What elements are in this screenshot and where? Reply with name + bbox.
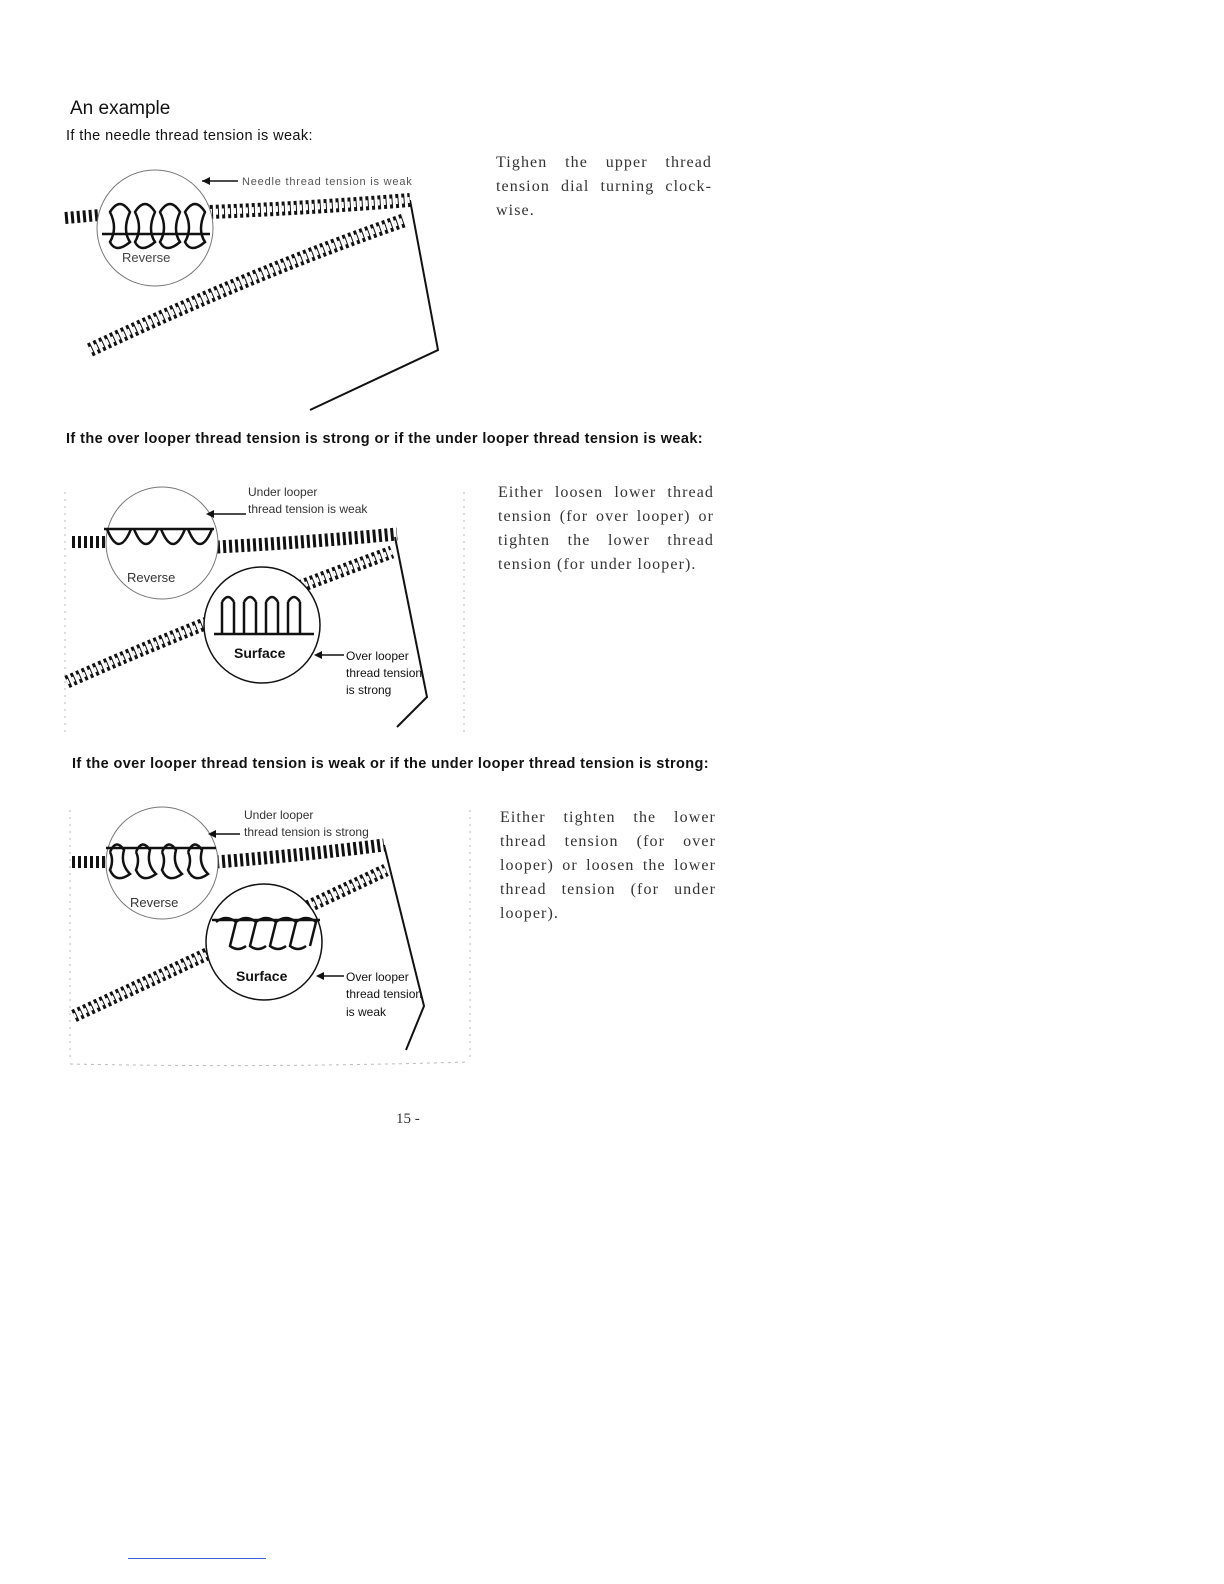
instruction-over-strong: Either loosen lower thread tension (for over looper) or tighten the lower thread tension (for under looper). <box>498 484 714 573</box>
label-surface: Surface <box>234 645 286 661</box>
callout-under-looper: Under looper <box>248 485 318 499</box>
figure-over-weak <box>66 800 474 1072</box>
figure-over-strong <box>62 482 467 747</box>
section-heading-needle-weak: If the needle thread tension is weak: <box>66 128 313 144</box>
footer-rule <box>128 1558 266 1559</box>
callout-under-looper-tension: thread tension is strong <box>244 825 369 839</box>
callout-over-looper-state: is strong <box>346 683 392 697</box>
section-heading-over-weak: If the over looper thread tension is weak or if the under looper thread tension is strong: <box>72 756 710 772</box>
callout-over-looper-tension: thread tension <box>346 987 423 1001</box>
section-heading-over-strong: If the over looper thread tension is strong or if the under looper thread tension is weak: <box>66 431 704 447</box>
callout-over-looper-tension: thread tension <box>346 666 423 680</box>
label-reverse: Reverse <box>122 250 171 265</box>
callout-under-looper-tension: thread tension is weak <box>248 502 368 516</box>
callout-over-looper: Over looper <box>346 970 409 984</box>
instruction-needle-weak: Tighen the upper thread tension dial turning clock-wise. <box>496 154 712 219</box>
callout-over-looper-state: is weak <box>346 1005 387 1019</box>
page-number: 15 - <box>396 1111 420 1127</box>
callout-needle-weak: Needle thread tension is weak <box>242 176 413 188</box>
callout-under-looper: Under looper <box>244 808 314 822</box>
label-surface: Surface <box>236 968 288 984</box>
instruction-over-weak: Either tighten the lower thread tension (for over looper) or loosen the lower thread tension (for under looper). <box>500 809 716 922</box>
figure-needle-weak <box>60 150 460 420</box>
label-reverse: Reverse <box>127 570 176 585</box>
callout-over-looper: Over looper <box>346 649 409 663</box>
label-reverse: Reverse <box>130 895 179 910</box>
page-title: An example <box>70 98 171 119</box>
